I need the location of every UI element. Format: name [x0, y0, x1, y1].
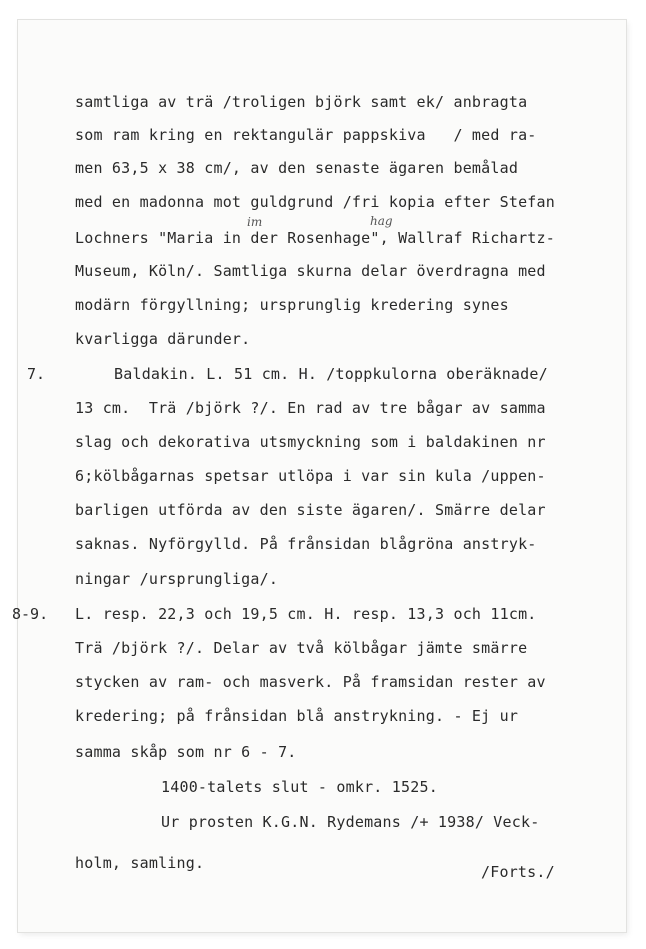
text-line-13: barligen utförda av den siste ägaren/. Smärre delar	[75, 501, 546, 519]
text-line-16: L. resp. 22,3 och 19,5 cm. H. resp. 13,3 och 11cm.	[75, 605, 537, 623]
text-line-11: slag och dekorativa utsmyckning som i baldakinen nr	[75, 433, 546, 451]
dating-line: 1400-talets slut - omkr. 1525.	[161, 778, 438, 796]
text-line-10: 13 cm. Trä /björk ?/. En rad av tre bågar av samma	[75, 399, 546, 417]
text-line-8: kvarligga därunder.	[75, 330, 251, 348]
provenance-line-1: Ur prosten K.G.N. Rydemans /+ 1938/ Veck-	[161, 813, 540, 831]
text-line-14: saknas. Nyförgylld. På frånsidan blågröna anstryk-	[75, 535, 537, 553]
text-line-7: modärn förgyllning; ursprunglig kredering synes	[75, 296, 509, 314]
item-number-7: 7.	[27, 365, 46, 383]
text-line-9: Baldakin. L. 51 cm. H. /toppkulorna oberäknade/	[114, 365, 548, 383]
handwritten-annotation-hag: hag	[370, 214, 393, 228]
text-line-20: samma skåp som nr 6 - 7.	[75, 743, 297, 761]
provenance-line-2: holm, samling.	[75, 854, 205, 872]
text-line-6: Museum, Köln/. Samtliga skurna delar överdragna med	[75, 262, 546, 280]
text-line-4: med en madonna mot guldgrund /fri kopia efter Stefan	[75, 193, 555, 211]
document-page	[12, 20, 626, 932]
text-line-18: stycken av ram- och masverk. På framsidan rester av	[75, 673, 546, 691]
text-line-5: Lochners "Maria in der Rosenhage", Wallraf Richartz-	[75, 229, 555, 247]
text-line-3: men 63,5 x 38 cm/, av den senaste ägaren bemålad	[75, 159, 519, 177]
continued-note: /Forts./	[481, 863, 555, 881]
handwritten-annotation-im: im	[247, 215, 263, 229]
text-line-17: Trä /björk ?/. Delar av två kölbågar jämte smärre	[75, 639, 528, 657]
text-line-12: 6;kölbågarnas spetsar utlöpa i var sin kula /uppen-	[75, 467, 546, 485]
text-line-15: ningar /ursprungliga/.	[75, 570, 279, 588]
text-line-2: som ram kring en rektangulär pappskiva / med ra-	[75, 126, 537, 144]
text-line-19: kredering; på frånsidan blå anstrykning. - Ej ur	[75, 707, 519, 725]
item-number-8-9: 8-9.	[12, 605, 49, 623]
text-line-1: samtliga av trä /troligen björk samt ek/ anbragta	[75, 93, 528, 111]
